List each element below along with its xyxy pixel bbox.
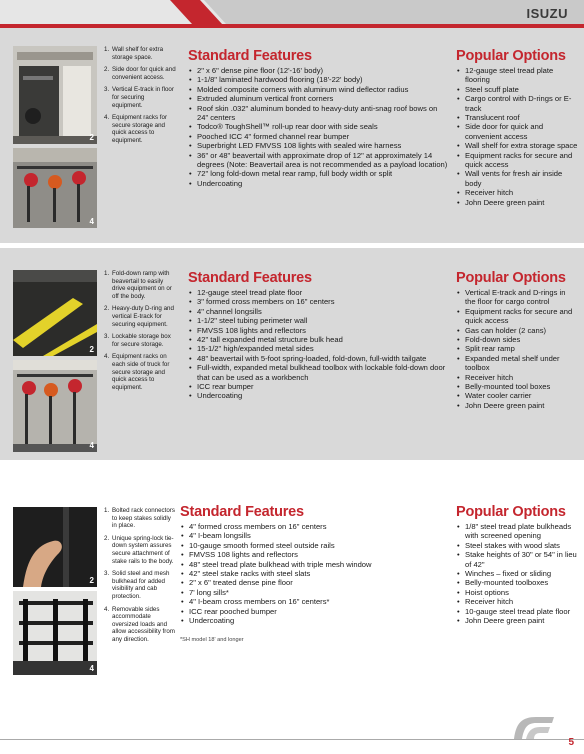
list-item: • 1-1/2" steel tubing perimeter wall (188, 316, 450, 325)
list-item: • Pooched ICC 4" formed channel rear bumper (188, 132, 450, 141)
list-item: • Superbright LED FMVSS 108 lights with sealed wire harness (188, 141, 450, 150)
list-item: • John Deere green paint (456, 616, 578, 625)
list-item: • 7' long sills* (180, 588, 442, 597)
banner-stripes (0, 0, 584, 28)
section-stake-body (0, 497, 584, 703)
popular-options-list (456, 522, 578, 625)
popular-options (456, 270, 578, 410)
caption-list (104, 270, 176, 396)
caption: 4. Equipment racks for secure storage and quick access to equipment. (104, 114, 168, 144)
section-landscape-body (0, 248, 584, 460)
caption: 2. Heavy-duty D-ring and vertical E-track for securing equipment. (104, 305, 174, 328)
caption: 1. Wall shelf for extra storage space. (104, 46, 164, 61)
photo-spring-lock-tie-down (13, 507, 97, 587)
list-item: • 2" x 6" treated dense pine floor (180, 578, 442, 587)
list-item: • 1-1/8" laminated hardwood flooring (18'-22' body) (188, 75, 450, 84)
popular-options-title: Popular Options (456, 504, 566, 520)
popular-options-title: Popular Options (456, 270, 566, 286)
list-item: • 42" tall expanded metal structure bulk head (188, 335, 450, 344)
list-item: • Belly-mounted toolboxes (456, 578, 578, 587)
photo-fold-down-ramp (13, 270, 97, 356)
standard-features-title: Standard Features (180, 504, 304, 520)
list-item: • Steel stakes with wood slats (456, 541, 578, 550)
list-item: • 4" formed cross members on 16" centers (180, 522, 442, 531)
list-item: • 10-gauge smooth formed steel outside rails (180, 541, 442, 550)
list-item: • Expanded metal shelf under toolbox (456, 354, 578, 373)
list-item: • Hoist options (456, 588, 578, 597)
photo-number: 4 (89, 664, 94, 673)
photo-equipment-racks (13, 360, 97, 452)
popular-options (456, 504, 578, 625)
list-item: • Vertical E-track and D-rings in the floor for cargo control (456, 288, 578, 307)
photo-removable-sides (13, 591, 97, 675)
list-item: • Undercoating (188, 179, 450, 188)
caption-list (104, 46, 176, 150)
standard-features-title: Standard Features (188, 48, 312, 64)
standard-features (188, 270, 450, 401)
list-item: • Equipment racks for secure and quick access (456, 307, 578, 326)
list-item: • Gas can holder (2 cans) (456, 326, 578, 335)
list-item: • 1/8" steel tread plate bulkheads with screened opening (456, 522, 578, 541)
standard-features (180, 504, 442, 643)
list-item: • Belly-mounted tool boxes (456, 382, 578, 391)
list-item: • 3" formed cross members on 16" centers (188, 297, 450, 306)
list-item: • John Deere green paint (456, 198, 578, 207)
caption: 4. Removable sides accommodate oversized loads and allow accessibility from any direction. (104, 605, 175, 643)
standard-features-list (180, 522, 442, 625)
list-item: • 4" channel longsills (188, 307, 450, 316)
photo-wall-shelf (13, 46, 97, 144)
list-item: • Receiver hitch (456, 373, 578, 382)
top-banner (0, 0, 584, 28)
list-item: • Equipment racks for secure and quick access (456, 151, 578, 170)
photo-number: 2 (89, 345, 94, 354)
photo-number: 2 (89, 133, 94, 142)
list-item: • ICC rear pooched bumper (180, 607, 442, 616)
caption: 2. Unique spring-lock tie-down system assures secure attachment of stake rails to the body. (104, 534, 174, 565)
list-item: • 42" steel stake racks with steel slats (180, 569, 442, 578)
list-item: • 4" I-beam cross members on 16" centers* (180, 597, 442, 606)
list-item: • Receiver hitch (456, 597, 578, 606)
standard-features-title: Standard Features (188, 270, 312, 286)
list-item: • John Deere green paint (456, 401, 578, 410)
photo-number: 4 (89, 217, 94, 226)
list-item: • 36" or 48" beavertail with approximate drop of 12" at approximately 14 degrees (Note: Beavertail area is not recommended as a payload location) (188, 151, 450, 170)
list-item: • FMVSS 108 lights and reflectors (188, 326, 450, 335)
caption: 3. Lockable storage box for secure storage. (104, 333, 171, 348)
list-item: • Undercoating (188, 391, 450, 400)
list-item: • Todco® ToughShell™ roll-up rear door with side seals (188, 122, 450, 131)
list-item: • 15-1/2" high/expanded metal sides (188, 344, 450, 353)
footer-rule (0, 739, 584, 740)
photo-number: 4 (89, 441, 94, 450)
page-footer (0, 703, 584, 754)
caption: 1. Bolted rack connectors to keep stakes solidly in place. (104, 507, 175, 530)
list-item: • Steel scuff plate (456, 85, 578, 94)
list-item: • 48" beavertail with 5-foot spring-loaded, fold-down, full-width tailgate (188, 354, 450, 363)
list-item: • 72" long fold-down metal rear ramp, full body width or split (188, 169, 450, 178)
popular-options-title: Popular Options (456, 48, 566, 64)
list-item: • 12-gauge steel tread plate flooring (456, 66, 578, 85)
list-item: • Cargo control with D-rings or E-track (456, 94, 578, 113)
page-number: 5 (568, 737, 574, 748)
standard-features-list (188, 66, 450, 188)
brand-logo-icon (510, 711, 556, 741)
caption: 4. Equipment racks on each side of truck for secure storage and quick access to equipment. (104, 353, 170, 391)
photo-number: 2 (89, 576, 94, 585)
list-item: • Molded composite corners with aluminum wind deflector radius (188, 85, 450, 94)
standard-features (188, 48, 450, 188)
list-item: • Split rear ramp (456, 344, 578, 353)
caption-list (104, 507, 176, 649)
list-item: • Winches – fixed or sliding (456, 569, 578, 578)
caption: 2. Side door for quick and convenient access. (104, 66, 176, 81)
list-item: • Water cooler carrier (456, 391, 578, 400)
list-item: • FMVSS 108 lights and reflectors (180, 550, 442, 559)
list-item: • Translucent roof (456, 113, 578, 122)
list-item: • ICC rear bumper (188, 382, 450, 391)
caption: 3. Solid steel and mesh bulkhead for added visibility and cab protection. (104, 570, 170, 600)
list-item: • Side door for quick and convenient access (456, 122, 578, 141)
list-item: • Wall vents for fresh air inside body (456, 169, 578, 188)
footnote: *SH model 18' and longer (180, 637, 244, 644)
list-item: • 4" I-beam longsills (180, 531, 442, 540)
section-van-body (0, 28, 584, 243)
list-item: • 48" steel tread plate bulkhead with triple mesh window (180, 560, 442, 569)
list-item: • 12-gauge steel tread plate floor (188, 288, 450, 297)
list-item: • Undercoating (180, 616, 442, 625)
list-item: • Stake heights of 30" or 54" in lieu of 42" (456, 550, 578, 569)
list-item: • 2" x 6" dense pine floor (12'-16' body) (188, 66, 450, 75)
popular-options-list (456, 66, 578, 207)
popular-options-list (456, 288, 578, 410)
caption: 1. Fold-down ramp with beavertail to easily drive equipment on or off the body. (104, 270, 172, 300)
list-item: • Fold-down sides (456, 335, 578, 344)
list-item: • Full-width, expanded metal bulkhead toolbox with lockable fold-down door that can be used as a workbench (188, 363, 450, 382)
popular-options (456, 48, 578, 207)
list-item: • Wall shelf for extra storage space (456, 141, 578, 150)
list-item: • 10-gauge steel tread plate floor (456, 607, 578, 616)
list-item: • Roof skin .032" aluminum bonded to heavy-duty anti-snag roof bows on 24" centers (188, 104, 450, 123)
caption: 3. Vertical E-track in floor for securing equipment. (104, 86, 174, 109)
list-item: • Receiver hitch (456, 188, 578, 197)
standard-features-list (188, 288, 450, 401)
list-item: • Extruded aluminum vertical front corners (188, 94, 450, 103)
photo-equipment-racks (13, 148, 97, 228)
brand-name: ISUZU (526, 6, 568, 21)
